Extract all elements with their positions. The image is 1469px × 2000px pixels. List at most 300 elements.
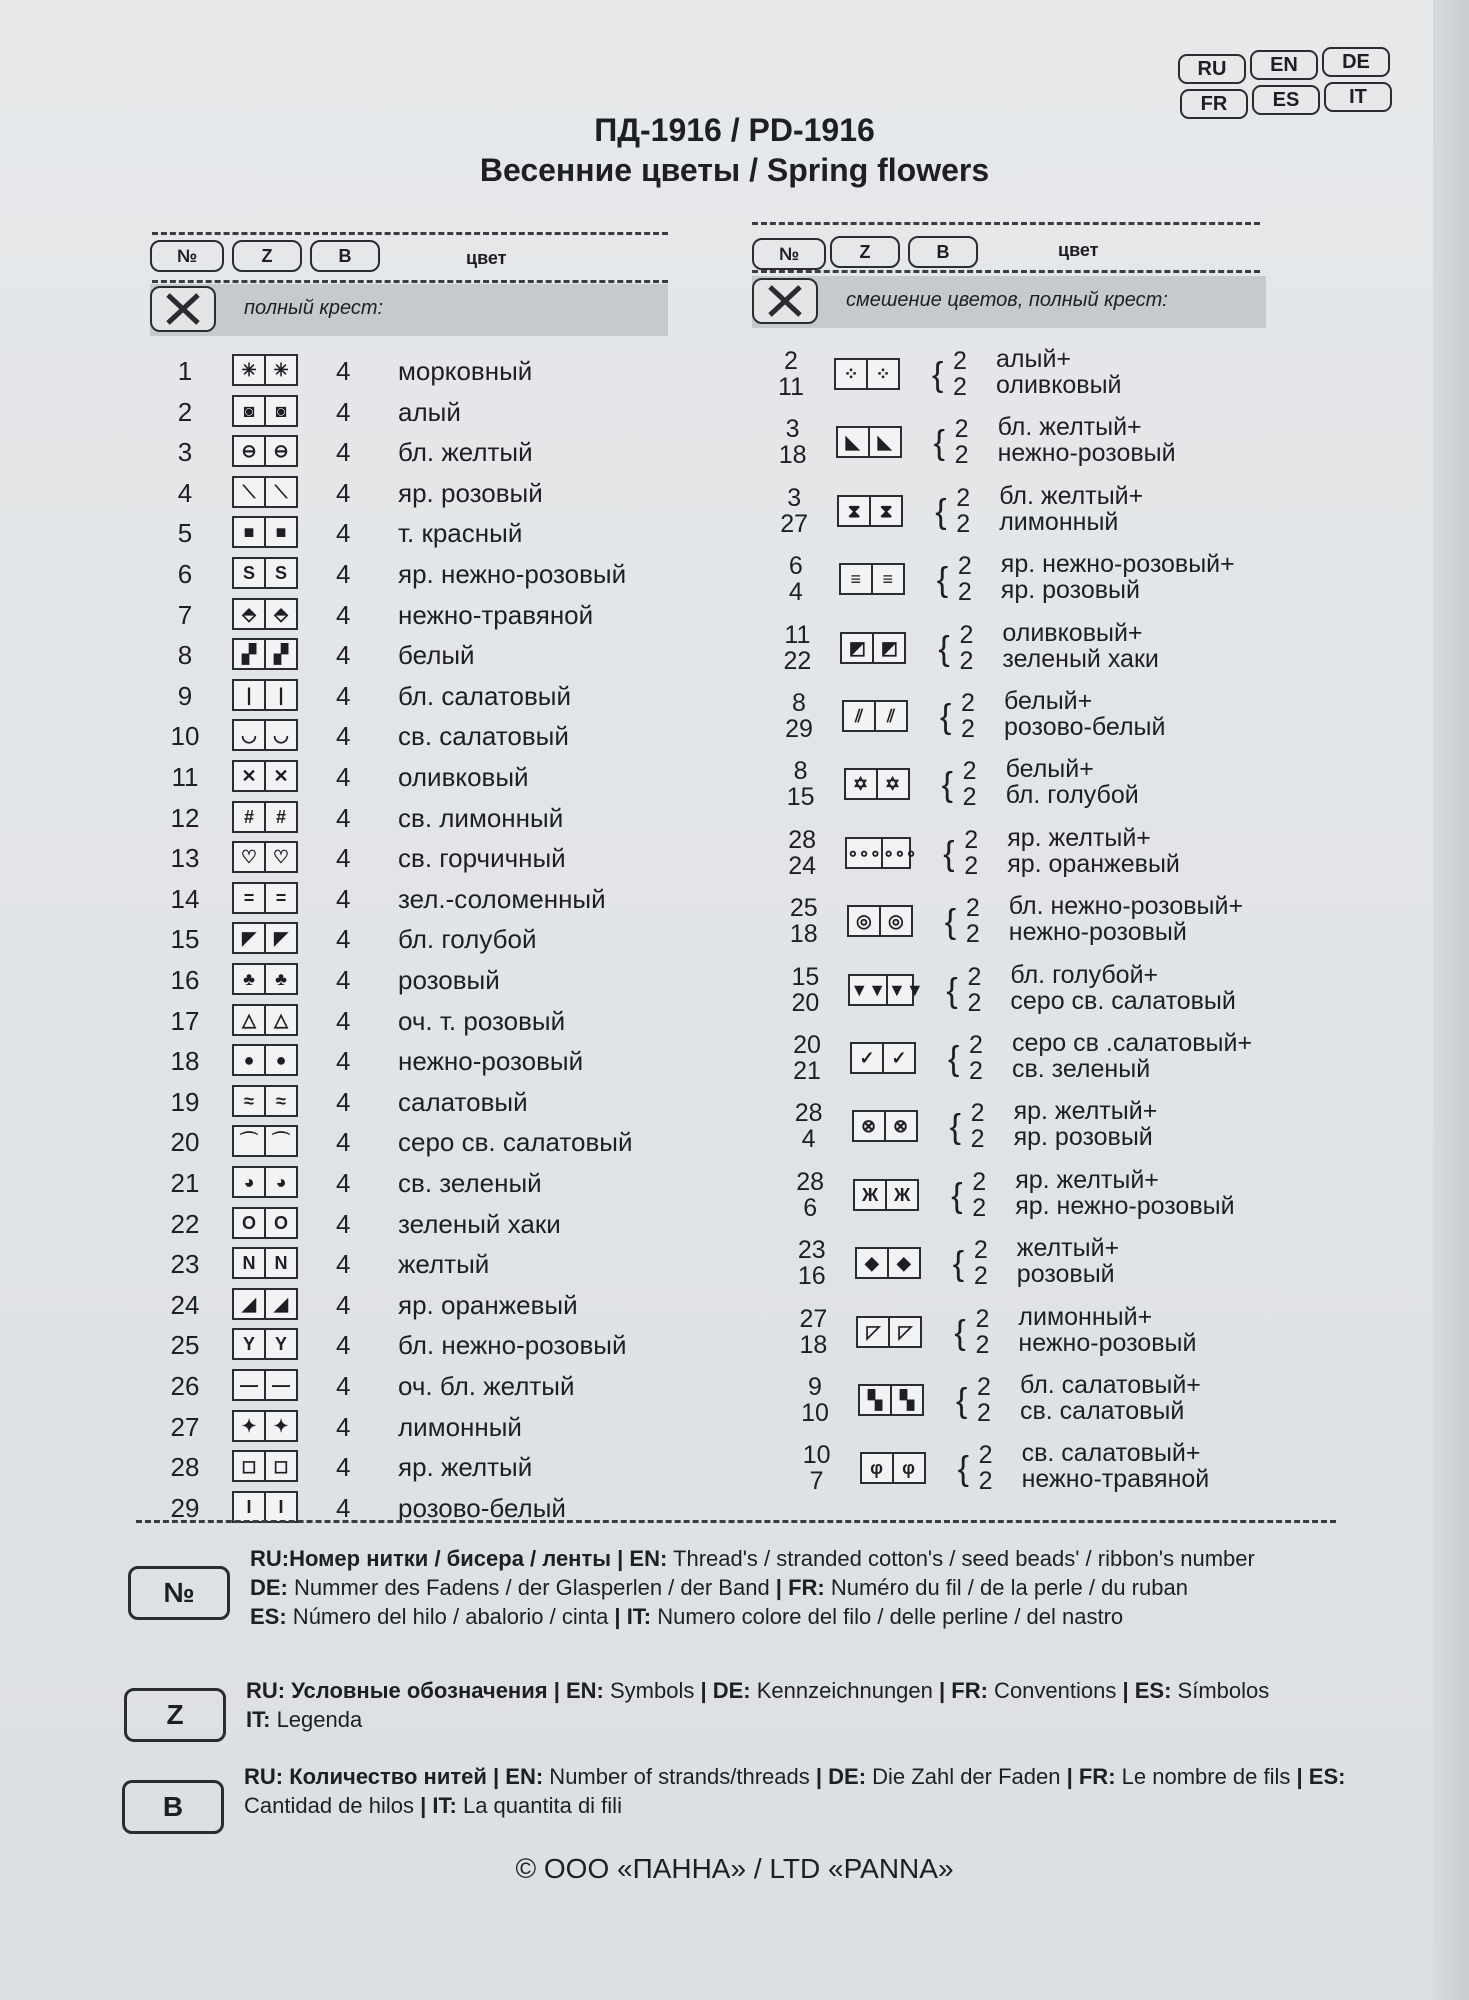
color-name: бл. нежно-розовый (398, 1330, 627, 1361)
stitch-symbol-icon (232, 841, 298, 873)
symbol-glyph: Ж (894, 1184, 911, 1205)
strand-brace (945, 895, 985, 949)
strand-count: 4 (336, 559, 351, 589)
legend-lang-text: Numéro du fil / de la perle / du ruban (824, 1575, 1188, 1600)
color-name: лимонный (398, 1411, 522, 1442)
symbol-glyph: ■ (234, 518, 266, 546)
thread-number-1: 10 (802, 1441, 831, 1470)
color-name: салатовый (398, 1086, 528, 1117)
stitch-symbol-icon (847, 905, 913, 937)
symbol-glyph: ⧗ (839, 497, 871, 525)
legend-lang-label: IT: (246, 1707, 271, 1732)
color-name: розово-белый (398, 1492, 566, 1523)
color-name-2: оливковый (996, 371, 1122, 399)
legend-lang-text: Номер нитки / бисера / ленты (289, 1546, 612, 1571)
color-name-2: нежно-розовый (1018, 1328, 1197, 1357)
color-name-1: белый+ (1004, 687, 1093, 715)
strand-count: 4 (336, 1005, 351, 1036)
thread-number-2: 4 (801, 1125, 816, 1154)
thread-number: 5 (177, 518, 193, 549)
thread-number-2: 18 (789, 920, 818, 949)
stitch-symbol-icon (232, 1410, 298, 1442)
strand-count-2: 2 (954, 441, 969, 470)
strand-count-1: 2 (953, 347, 967, 375)
symbol-glyph: ⌒ (272, 1131, 290, 1152)
strand-brace (948, 1032, 988, 1086)
color-name: св. салатовый (398, 721, 569, 752)
symbol-glyph: ◢ (274, 1293, 288, 1314)
brace-icon: { (944, 903, 957, 942)
strand-count: 4 (336, 721, 351, 752)
thread-number-1: 28 (794, 1099, 823, 1128)
thread-number-2: 27 (780, 509, 809, 538)
color-name: нежно-розовый (398, 1046, 584, 1077)
brace-icon: { (957, 1450, 969, 1489)
color-name-2: нежно-розовый (1008, 918, 1187, 947)
symbol-glyph: ◎ (849, 907, 881, 935)
color-name-1: бл. желтый+ (999, 481, 1144, 510)
strand-count-1: 2 (959, 620, 974, 649)
page-title: ПД-1916 / PD-1916 (594, 112, 875, 148)
thread-number: 15 (170, 924, 200, 955)
legend-b-text (244, 1762, 1354, 1820)
strand-count: 4 (336, 965, 351, 995)
strand-count-1: 2 (973, 1236, 988, 1265)
legend-lang-label: ES: (250, 1604, 287, 1629)
stitch-symbol-icon (232, 760, 298, 792)
thread-number: 7 (177, 599, 193, 630)
stitch-symbol-icon (232, 354, 298, 386)
thread-number: 9 (177, 680, 193, 711)
symbol-glyph: ≡ (841, 565, 873, 593)
symbol-glyph: ◻ (234, 1452, 266, 1480)
color-name: св. лимонный (398, 802, 564, 833)
symbol-glyph: ◸ (858, 1318, 890, 1346)
strand-count-2: 2 (967, 988, 982, 1017)
color-name: оливковый (398, 762, 529, 792)
strand-count: 4 (336, 640, 351, 671)
symbol-glyph: ✕ (234, 762, 266, 790)
thread-number-1: 27 (799, 1304, 828, 1333)
color-name-2: яр. нежно-розовый (1015, 1191, 1235, 1220)
page-subtitle: Весенние цветы / Spring flowers (479, 152, 990, 188)
legend-lang-text: Numero colore del filo / delle perline / del nastro (651, 1604, 1124, 1629)
thread-number: 18 (170, 1046, 200, 1077)
brace-icon: { (954, 1313, 966, 1352)
color-name: св. зеленый (398, 1168, 542, 1198)
symbol-glyph: ⟍ (274, 481, 288, 502)
color-name-2: серо св. салатовый (1010, 986, 1236, 1015)
strand-count: 4 (336, 1289, 351, 1320)
stitch-symbol-icon (856, 1316, 922, 1348)
strand-count-2: 2 (977, 1399, 991, 1427)
stitch-symbol-icon (232, 1004, 298, 1036)
strand-brace (942, 758, 982, 812)
lang-it-button[interactable]: IT (1324, 82, 1392, 112)
symbol-glyph: ● (234, 1046, 266, 1074)
brace-icon: { (935, 492, 947, 531)
header-no: № (150, 240, 224, 272)
thread-number: 26 (170, 1371, 200, 1401)
legend-part (611, 1546, 1255, 1571)
strand-brace (958, 1442, 998, 1496)
symbol-glyph: ◢ (234, 1290, 266, 1318)
color-name-2: лимонный (999, 507, 1119, 536)
legend-lang-text: Conventions (987, 1678, 1117, 1703)
strand-brace (946, 964, 986, 1018)
stitch-symbol-icon (232, 435, 298, 467)
symbol-glyph: ∘∘∘ (883, 842, 917, 863)
stitch-symbol-icon (232, 395, 298, 427)
stitch-symbol-icon (232, 638, 298, 670)
color-name: св. горчичный (398, 843, 566, 874)
symbol-glyph: △ (274, 1009, 288, 1030)
symbol-glyph: ⫽ (844, 702, 876, 730)
legend-part (250, 1546, 611, 1571)
symbol-glyph: ✡ (885, 774, 901, 795)
strand-brace (934, 416, 974, 470)
thread-number-1: 28 (788, 825, 817, 854)
thread-number-2: 22 (783, 646, 812, 675)
legend-lang-text: Legenda (270, 1707, 363, 1732)
symbol-glyph: ◣ (838, 428, 870, 456)
legend-lang-text: Kennzeichnungen (750, 1678, 933, 1703)
thread-number: 16 (170, 965, 200, 995)
stitch-symbol-icon (232, 1207, 298, 1239)
symbol-glyph: ♣ (234, 965, 266, 993)
stitch-symbol-icon (836, 426, 902, 458)
color-name-2: зеленый хаки (1002, 644, 1159, 673)
brace-icon: { (956, 1382, 968, 1420)
symbol-glyph: ✦ (234, 1412, 266, 1440)
strand-count-2: 2 (959, 646, 974, 675)
thread-number: 29 (170, 1492, 200, 1523)
strand-count-1: 2 (978, 1441, 993, 1470)
legend-part (810, 1764, 1061, 1789)
symbol-glyph: ♡ (234, 843, 266, 871)
legend-lang-label: | DE: (694, 1678, 751, 1703)
divider (136, 1520, 1336, 1523)
thread-number: 24 (170, 1289, 200, 1320)
symbol-glyph: ◤ (274, 928, 288, 949)
thread-number-1: 3 (785, 415, 800, 444)
stitch-symbol-icon (232, 1328, 298, 1360)
symbol-glyph: ▼▼ (888, 979, 924, 1000)
strand-count: 4 (336, 1046, 351, 1077)
thread-number-1: 8 (792, 689, 806, 717)
color-name: яр. оранжевый (398, 1289, 578, 1320)
symbol-glyph: ◙ (234, 397, 266, 425)
strand-count-2: 2 (953, 373, 967, 401)
thread-number: 28 (170, 1452, 200, 1483)
color-name: желтый (398, 1249, 490, 1280)
thread-number-1: 3 (787, 483, 802, 512)
color-name: бл. желтый (398, 437, 533, 468)
brace-icon: { (938, 629, 950, 668)
symbol-glyph: ≡ (882, 569, 894, 590)
brace-icon: { (933, 424, 945, 463)
symbol-glyph: O (273, 1212, 288, 1233)
strand-count: 4 (336, 437, 351, 468)
legend-part (246, 1678, 548, 1703)
thread-number: 22 (170, 1208, 200, 1239)
strand-brace (954, 1306, 994, 1360)
stitch-symbol-icon (232, 1450, 298, 1482)
symbol-glyph: ⊗ (854, 1112, 886, 1140)
legend-lang-label: | FR: (769, 1575, 825, 1600)
stitch-symbol-icon (858, 1384, 924, 1416)
legend-part (933, 1678, 1116, 1703)
cross-stitch-icon (752, 278, 818, 324)
stitch-symbol-icon (232, 1247, 298, 1279)
color-name-1: яр. желтый+ (1007, 823, 1151, 852)
stitch-symbol-icon (844, 768, 910, 800)
strand-count: 4 (336, 1127, 351, 1158)
strand-count-2: 2 (961, 715, 975, 743)
symbol-glyph: φ (862, 1454, 894, 1482)
strand-count-1: 2 (957, 552, 972, 581)
stitch-symbol-icon (232, 679, 298, 711)
header-color-mix: цвет (1058, 240, 1099, 260)
thread-number-2: 6 (803, 1193, 818, 1222)
strand-count: 4 (336, 762, 351, 792)
color-name-1: бл. желтый+ (997, 413, 1142, 442)
strand-brace (938, 622, 978, 676)
strand-brace (943, 827, 983, 881)
symbol-glyph: N (274, 1253, 288, 1274)
strand-count-1: 2 (975, 1304, 990, 1333)
legend-lang-label: | IT: (608, 1604, 652, 1629)
color-name-1: яр. желтый+ (1015, 1165, 1159, 1194)
color-name-2: розово-белый (1004, 713, 1166, 741)
legend-lang-text: Symbols (603, 1678, 695, 1703)
brace-icon: { (941, 766, 953, 805)
divider (752, 222, 1260, 225)
thread-number-1: 23 (797, 1236, 826, 1265)
stitch-symbol-icon (232, 1044, 298, 1076)
symbol-glyph: ◕ (234, 1168, 266, 1196)
stitch-symbol-icon (232, 882, 298, 914)
color-name: оч. т. розовый (398, 1005, 566, 1036)
header-color: цвет (466, 248, 507, 268)
strand-count-2: 2 (975, 1330, 990, 1359)
strand-count: 4 (336, 843, 351, 874)
symbol-glyph: N (234, 1249, 266, 1277)
symbol-glyph: | (234, 681, 266, 709)
color-name: морковный (398, 356, 533, 386)
thread-number-1: 28 (796, 1167, 825, 1196)
symbol-glyph: ⧗ (879, 500, 893, 521)
lang-en-button[interactable]: EN (1250, 50, 1318, 80)
legend-lang-text: Number of strands/threads (543, 1764, 810, 1789)
thread-number: 6 (177, 559, 193, 589)
lang-es-button[interactable]: ES (1252, 85, 1320, 115)
stitch-symbol-icon (860, 1452, 926, 1484)
symbol-glyph: ◤ (234, 924, 266, 952)
strand-brace (935, 485, 975, 539)
strand-count: 4 (336, 477, 351, 508)
symbol-glyph: ■ (275, 522, 287, 543)
symbol-glyph: ◆ (857, 1249, 889, 1277)
stitch-symbol-icon (850, 1042, 916, 1074)
color-name-2: яр. розовый (1000, 576, 1140, 605)
symbol-glyph: ◕ (275, 1172, 287, 1192)
legend-lang-text: Cantidad de hilos (244, 1793, 415, 1818)
legend-part (548, 1678, 695, 1703)
strand-count: 4 (336, 1411, 351, 1442)
mixed-cross-label: смешение цветов, полный крест: (846, 289, 1168, 311)
strand-count-1: 2 (969, 1031, 983, 1059)
legend-lang-text: Die Zahl der Faden (866, 1764, 1061, 1789)
strand-count-2: 2 (956, 509, 971, 538)
stitch-symbol-icon (852, 1110, 918, 1142)
symbol-glyph: ◻ (273, 1456, 289, 1477)
thread-number: 2 (177, 396, 193, 427)
symbol-glyph: ≈ (234, 1087, 266, 1115)
thread-number: 4 (177, 477, 193, 508)
strand-count: 4 (336, 1249, 351, 1280)
color-name: зел.-соломенный (398, 883, 606, 914)
symbol-glyph: ⊖ (273, 441, 289, 462)
stitch-symbol-icon (853, 1179, 919, 1211)
strand-count-1: 2 (970, 1099, 985, 1128)
symbol-glyph: ◆ (896, 1253, 911, 1274)
thread-number-1: 25 (789, 894, 818, 923)
thread-number: 8 (177, 640, 193, 671)
stitch-symbol-icon (232, 1491, 298, 1523)
symbol-glyph: ✡ (846, 770, 878, 798)
stitch-symbol-icon (232, 801, 298, 833)
thread-number: 13 (170, 843, 200, 874)
brace-icon: { (936, 561, 949, 600)
symbol-glyph: ◡ (234, 721, 266, 749)
color-name: белый (398, 640, 475, 671)
thread-number-2: 16 (797, 1262, 826, 1291)
strand-count: 4 (336, 1452, 351, 1483)
symbol-glyph: ⊗ (893, 1116, 909, 1137)
legend-no-box: № (128, 1566, 230, 1620)
lang-ru-button[interactable]: RU (1178, 54, 1246, 84)
strand-count-2: 2 (964, 851, 979, 880)
legend-lang-text: Número del hilo / abalorio / cinta (286, 1604, 609, 1629)
strand-count: 4 (336, 1492, 351, 1523)
stitch-symbol-icon (232, 1166, 298, 1198)
legend-lang-text: Nummer des Fadens / der Glasperlen / der Band (287, 1575, 770, 1600)
strand-brace (953, 1237, 993, 1291)
symbol-glyph: S (274, 563, 287, 583)
legend-lang-label: RU: (250, 1546, 290, 1571)
symbol-glyph: ▞ (274, 644, 288, 665)
symbol-glyph: ⬘ (274, 603, 288, 624)
legend-lang-text: Thread's / stranded cotton's / seed beads' / ribbon's number (667, 1546, 1255, 1571)
legend-lang-text: Условные обозначения (285, 1678, 548, 1703)
legend-lang-label: | ES: (1116, 1678, 1172, 1703)
stitch-symbol-icon (232, 719, 298, 751)
legend-lang-label: | FR: (1060, 1764, 1116, 1789)
legend-lang-text: Количество нитей (283, 1764, 487, 1789)
color-name-2: св. салатовый (1020, 1397, 1185, 1425)
strand-count: 4 (336, 1330, 351, 1361)
thread-number-1: 11 (784, 620, 811, 649)
thread-number: 21 (170, 1168, 200, 1198)
strand-count: 4 (336, 599, 351, 630)
thread-number: 23 (170, 1249, 200, 1280)
strand-count-1: 2 (972, 1167, 987, 1196)
header-b: B (310, 240, 380, 272)
symbol-glyph: ◸ (898, 1321, 913, 1342)
thread-number-1: 15 (791, 962, 820, 991)
thread-number-2: 4 (788, 578, 803, 607)
strand-count: 4 (336, 802, 351, 833)
thread-number-2: 15 (786, 783, 815, 812)
full-cross-label: полный крест: (244, 297, 384, 319)
brace-icon: { (949, 1108, 961, 1147)
legend-part (487, 1764, 810, 1789)
symbol-glyph: I (278, 1496, 284, 1517)
stitch-symbol-icon (232, 1369, 298, 1401)
legend-lang-label: | FR: (932, 1678, 988, 1703)
symbol-glyph: ◩ (842, 634, 874, 662)
thread-number-2: 18 (799, 1330, 828, 1359)
legend-lang-label: | EN: (547, 1678, 604, 1703)
symbol-glyph: ✳ (273, 360, 289, 380)
strand-brace (932, 348, 972, 402)
symbol-glyph: # (234, 803, 266, 831)
legend-no-text (250, 1544, 1360, 1631)
strand-count: 4 (336, 1086, 351, 1117)
thread-number-1: 8 (793, 757, 808, 786)
legend-part (250, 1575, 770, 1600)
strand-count: 4 (336, 396, 351, 427)
stitch-symbol-icon (232, 963, 298, 995)
header-z: Z (232, 240, 302, 272)
symbol-glyph: = (275, 887, 287, 908)
cross-stitch-icon (150, 286, 216, 332)
strand-count: 4 (336, 1168, 351, 1198)
symbol-glyph: ● (275, 1050, 287, 1071)
thread-number-1: 6 (788, 552, 803, 581)
legend-part (1116, 1678, 1269, 1703)
strand-count-2: 2 (969, 1057, 983, 1085)
brace-icon: { (951, 1176, 963, 1215)
symbol-glyph: ♣ (275, 969, 287, 989)
legend-lang-text: Le nombre de fils (1115, 1764, 1291, 1789)
legend-part (608, 1604, 1123, 1629)
stitch-symbol-icon (232, 1085, 298, 1117)
strand-count-2: 2 (978, 1467, 993, 1496)
thread-number: 1 (177, 356, 193, 386)
stitch-symbol-icon (840, 632, 906, 664)
lang-fr-button[interactable]: FR (1180, 89, 1248, 119)
legend-lang-label: | IT: (414, 1793, 457, 1818)
color-name: т. красный (398, 518, 523, 549)
symbol-glyph: ∘∘∘ (847, 839, 883, 867)
color-name: нежно-травяной (398, 599, 594, 630)
symbol-glyph: φ (902, 1458, 916, 1479)
divider (752, 270, 1260, 273)
thread-number: 17 (170, 1005, 200, 1036)
symbol-glyph: O (234, 1209, 266, 1237)
strand-count: 4 (336, 883, 351, 914)
legend-part (244, 1764, 487, 1789)
symbol-glyph: Y (274, 1334, 287, 1355)
lang-de-button[interactable]: DE (1322, 47, 1390, 77)
stitch-symbol-icon (855, 1247, 921, 1279)
legend-lang-text: La quantita di fili (456, 1793, 622, 1818)
color-name-1: алый+ (996, 345, 1072, 373)
symbol-glyph: △ (234, 1006, 266, 1034)
symbol-glyph: ◙ (275, 400, 287, 421)
